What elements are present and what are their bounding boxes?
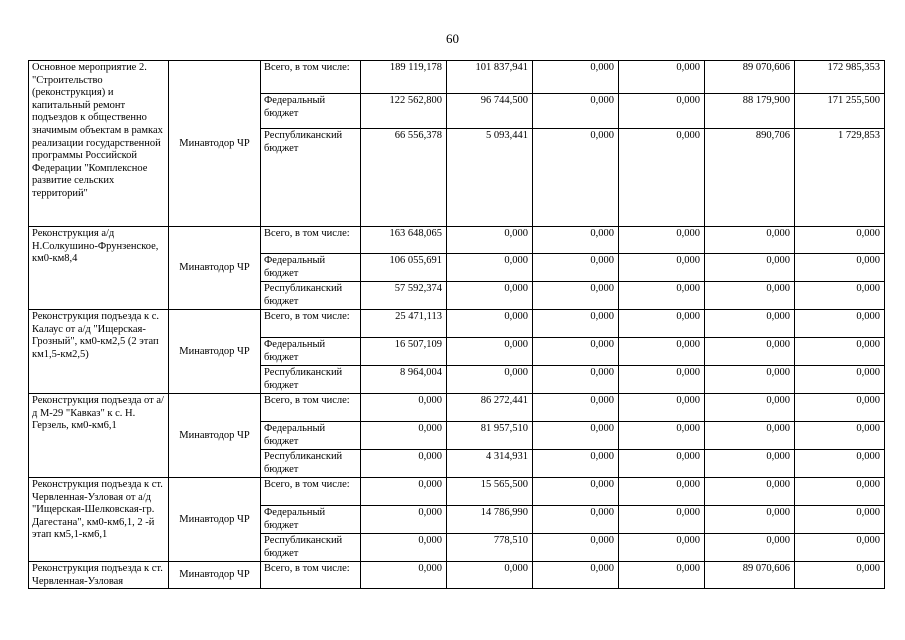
executor: Минавтодор ЧР — [169, 227, 261, 310]
executor: Минавтодор ЧР — [169, 310, 261, 394]
value-cell: 106 055,691 — [361, 254, 447, 282]
value-cell: 0,000 — [619, 94, 705, 129]
value-cell: 0,000 — [619, 254, 705, 282]
value-cell: 66 556,378 — [361, 129, 447, 227]
value-cell: 122 562,800 — [361, 94, 447, 129]
value-cell: 0,000 — [619, 129, 705, 227]
value-cell: 96 744,500 — [447, 94, 533, 129]
value-cell: 0,000 — [705, 310, 795, 338]
value-cell: 0,000 — [447, 366, 533, 394]
page-number: 60 — [446, 31, 459, 46]
measure-description: Основное мероприятие 2. "Строительство (реконструкция) и капитальный ремонт подъездов к общественно значимым объектам в рамках реализации государственной программы Российской Федерации "Комплексное развитие сельских территорий" — [29, 61, 169, 227]
value-cell: 0,000 — [533, 394, 619, 422]
funding-source: Всего, в том числе: — [261, 61, 361, 94]
value-cell: 1 729,853 — [795, 129, 885, 227]
value-cell: 15 565,500 — [447, 478, 533, 506]
value-cell: 0,000 — [795, 562, 885, 589]
table-row — [29, 310, 885, 338]
value-cell: 172 985,353 — [795, 61, 885, 94]
funding-source: Всего, в том числе: — [261, 227, 361, 254]
table-row — [29, 227, 885, 254]
value-cell: 778,510 — [447, 534, 533, 562]
funding-source: Федеральный бюджет — [261, 422, 361, 450]
value-cell: 4 314,931 — [447, 450, 533, 478]
value-cell: 0,000 — [795, 338, 885, 366]
value-cell: 0,000 — [533, 129, 619, 227]
value-cell: 0,000 — [705, 366, 795, 394]
value-cell: 0,000 — [619, 338, 705, 366]
value-cell: 0,000 — [361, 394, 447, 422]
funding-source: Всего, в том числе: — [261, 394, 361, 422]
value-cell: 0,000 — [619, 227, 705, 254]
value-cell: 0,000 — [619, 366, 705, 394]
value-cell: 0,000 — [533, 282, 619, 310]
value-cell: 0,000 — [619, 282, 705, 310]
value-cell: 0,000 — [619, 310, 705, 338]
value-cell: 0,000 — [533, 366, 619, 394]
value-cell: 0,000 — [705, 450, 795, 478]
value-cell: 0,000 — [361, 562, 447, 589]
table-row — [29, 562, 885, 589]
table-row — [29, 61, 885, 94]
value-cell: 5 093,441 — [447, 129, 533, 227]
value-cell: 89 070,606 — [705, 61, 795, 94]
executor: Минавтодор ЧР — [169, 394, 261, 478]
value-cell: 0,000 — [795, 478, 885, 506]
table-body — [29, 61, 885, 589]
table-row — [29, 478, 885, 506]
funding-source: Республиканский бюджет — [261, 534, 361, 562]
value-cell: 0,000 — [705, 478, 795, 506]
value-cell: 0,000 — [795, 422, 885, 450]
value-cell: 0,000 — [533, 94, 619, 129]
value-cell: 14 786,990 — [447, 506, 533, 534]
value-cell: 0,000 — [619, 478, 705, 506]
value-cell: 0,000 — [795, 310, 885, 338]
value-cell: 0,000 — [705, 227, 795, 254]
value-cell: 0,000 — [705, 394, 795, 422]
measure-description: Реконструкция подъезда к ст. Червленная-Узловая от а/д "Ищерская-Шелковская-гр. Дагестана", км0-км6,1, 2 -й этап км5,1-км6,1 — [29, 478, 169, 562]
measure-description: Реконструкция подъезда к с. Калаус от а/д "Ищерская-Грозный", км0-км2,5 (2 этап км1,5-км2,5) — [29, 310, 169, 394]
funding-source: Всего, в том числе: — [261, 562, 361, 589]
value-cell: 0,000 — [795, 227, 885, 254]
value-cell: 16 507,109 — [361, 338, 447, 366]
funding-source: Федеральный бюджет — [261, 254, 361, 282]
measure-description: Реконструкция подъезда к ст. Червленная-Узловая — [29, 562, 169, 589]
value-cell: 86 272,441 — [447, 394, 533, 422]
value-cell: 0,000 — [533, 534, 619, 562]
value-cell: 0,000 — [705, 254, 795, 282]
value-cell: 0,000 — [705, 534, 795, 562]
value-cell: 0,000 — [795, 254, 885, 282]
value-cell: 163 648,065 — [361, 227, 447, 254]
value-cell: 0,000 — [533, 506, 619, 534]
funding-source: Республиканский бюджет — [261, 282, 361, 310]
funding-source: Республиканский бюджет — [261, 450, 361, 478]
value-cell: 0,000 — [533, 227, 619, 254]
value-cell: 0,000 — [533, 562, 619, 589]
value-cell: 88 179,900 — [705, 94, 795, 129]
value-cell: 0,000 — [361, 450, 447, 478]
value-cell: 0,000 — [795, 534, 885, 562]
funding-source: Всего, в том числе: — [261, 478, 361, 506]
value-cell: 0,000 — [533, 338, 619, 366]
value-cell: 0,000 — [705, 506, 795, 534]
value-cell: 0,000 — [705, 282, 795, 310]
table-row — [29, 394, 885, 422]
value-cell: 0,000 — [705, 338, 795, 366]
value-cell: 0,000 — [447, 254, 533, 282]
value-cell: 0,000 — [795, 394, 885, 422]
funding-source: Федеральный бюджет — [261, 94, 361, 129]
value-cell: 25 471,113 — [361, 310, 447, 338]
value-cell: 0,000 — [795, 366, 885, 394]
value-cell: 0,000 — [619, 450, 705, 478]
value-cell: 0,000 — [619, 562, 705, 589]
funding-source: Республиканский бюджет — [261, 366, 361, 394]
value-cell: 171 255,500 — [795, 94, 885, 129]
value-cell: 89 070,606 — [705, 562, 795, 589]
value-cell: 81 957,510 — [447, 422, 533, 450]
value-cell: 0,000 — [795, 450, 885, 478]
value-cell: 0,000 — [533, 450, 619, 478]
value-cell: 0,000 — [533, 254, 619, 282]
funding-source: Всего, в том числе: — [261, 310, 361, 338]
value-cell: 0,000 — [361, 534, 447, 562]
measure-description: Реконструкция а/д Н.Солкушино-Фрунзенское, км0-км8,4 — [29, 227, 169, 310]
value-cell: 0,000 — [533, 422, 619, 450]
value-cell: 0,000 — [705, 422, 795, 450]
value-cell: 0,000 — [795, 282, 885, 310]
value-cell: 0,000 — [619, 394, 705, 422]
value-cell: 0,000 — [533, 61, 619, 94]
value-cell: 0,000 — [533, 478, 619, 506]
value-cell: 890,706 — [705, 129, 795, 227]
value-cell: 0,000 — [447, 310, 533, 338]
funding-source: Федеральный бюджет — [261, 338, 361, 366]
value-cell: 0,000 — [447, 562, 533, 589]
value-cell: 0,000 — [361, 478, 447, 506]
value-cell: 8 964,004 — [361, 366, 447, 394]
funding-source: Федеральный бюджет — [261, 506, 361, 534]
funding-source: Республиканский бюджет — [261, 129, 361, 227]
value-cell: 0,000 — [795, 506, 885, 534]
value-cell: 0,000 — [619, 534, 705, 562]
value-cell: 57 592,374 — [361, 282, 447, 310]
value-cell: 0,000 — [619, 506, 705, 534]
value-cell: 189 119,178 — [361, 61, 447, 94]
executor: Минавтодор ЧР — [169, 61, 261, 227]
budget-table — [28, 60, 885, 589]
measure-description: Реконструкция подъезда от а/д М-29 "Кавказ" к с. Н. Герзель, км0-км6,1 — [29, 394, 169, 478]
value-cell: 0,000 — [619, 422, 705, 450]
value-cell: 0,000 — [447, 282, 533, 310]
value-cell: 101 837,941 — [447, 61, 533, 94]
value-cell: 0,000 — [533, 310, 619, 338]
value-cell: 0,000 — [361, 422, 447, 450]
value-cell: 0,000 — [447, 227, 533, 254]
value-cell: 0,000 — [361, 506, 447, 534]
value-cell: 0,000 — [447, 338, 533, 366]
executor: Минавтодор ЧР — [169, 478, 261, 562]
value-cell: 0,000 — [619, 61, 705, 94]
executor: Минавтодор ЧР — [169, 562, 261, 589]
